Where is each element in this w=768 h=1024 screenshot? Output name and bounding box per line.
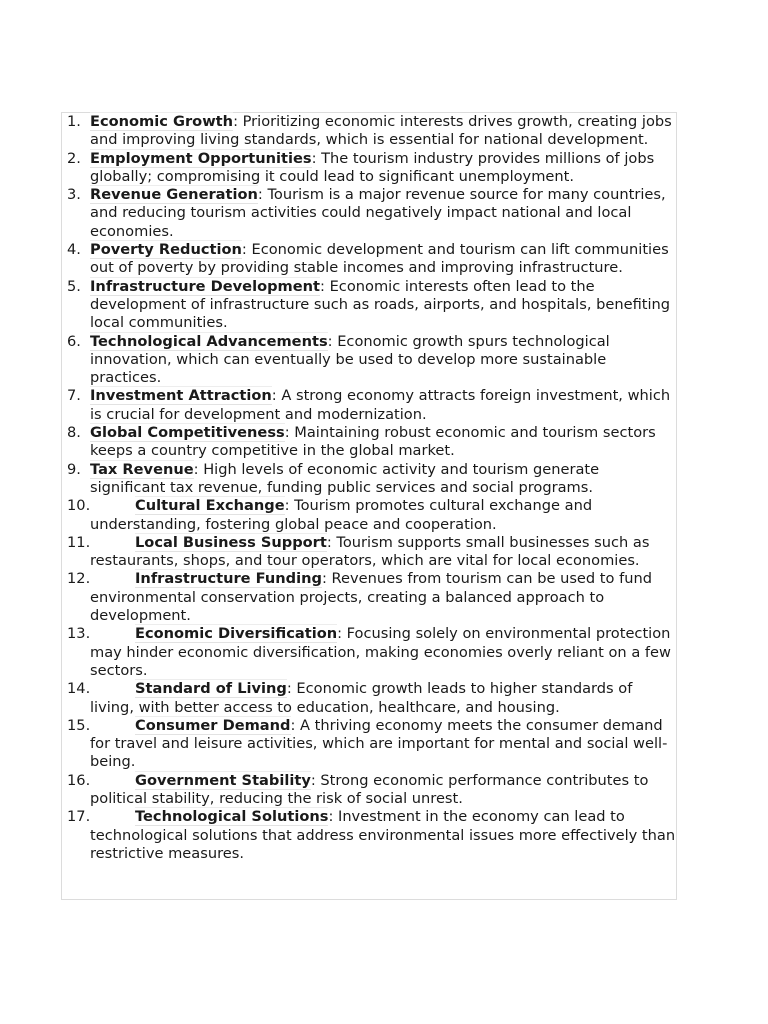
item-number: 16. [67, 771, 91, 789]
item-number: 17. [67, 808, 91, 826]
item-term: Tax Revenue [90, 460, 194, 478]
item-number: 1. [67, 113, 81, 130]
item-description: : The tourism industry provides millions of jobs globally; compromising it could lead to significant unemployment. [90, 149, 655, 185]
item-term: Economic Growth [90, 113, 234, 130]
item-description: : Economic interests often lead to the development of infrastructure such as roads, airports, and hospitals, benefiting local communities. [90, 277, 671, 332]
item-number: 6. [67, 332, 81, 350]
item-description: : Tourism supports small businesses such as restaurants, shops, and tour operators, which are vital for local economies. [90, 533, 650, 570]
item-number: 4. [67, 241, 81, 259]
item-term: Standard of Living [135, 680, 287, 698]
list-item [67, 150, 677, 187]
list-item [67, 278, 677, 333]
item-description: : Economic growth spurs technological innovation, which can eventually be used to develop more sustainable practices. [90, 332, 610, 387]
item-number: 3. [67, 186, 81, 204]
item-description: : Investment in the economy can lead to technological solutions that address environmental issues more effectively than restrictive measures. [90, 808, 676, 862]
item-number: 10. [67, 497, 91, 515]
item-term: Global Competitiveness [90, 424, 285, 442]
item-description: : High levels of economic activity and tourism generate significant tax revenue, funding public services and social programs. [90, 460, 600, 496]
item-number: 8. [67, 424, 81, 442]
item-description: : A strong economy attracts foreign investment, which is crucial for development and modernization. [90, 387, 671, 423]
item-description: : Tourism promotes cultural exchange and understanding, fostering global peace and cooperation. [90, 497, 593, 533]
list-item [67, 625, 677, 680]
item-term: Infrastructure Development [90, 277, 321, 295]
item-term: Government Stability [135, 771, 311, 789]
list-item [67, 534, 677, 571]
list-item [67, 387, 677, 424]
list-item [67, 717, 677, 772]
item-description: : Prioritizing economic interests drives growth, creating jobs and improving living standards, which is essential for national development. [90, 113, 672, 149]
item-description: : Revenues from tourism can be used to fund environmental conservation projects, creating a balanced approach to development. [90, 570, 652, 625]
item-term: Infrastructure Funding [135, 570, 322, 588]
item-number: 5. [67, 277, 81, 295]
list-item [67, 424, 677, 461]
item-number: 14. [67, 680, 91, 698]
item-description: : A thriving economy meets the consumer demand for travel and leisure activities, which are important for mental and social well-being. [90, 716, 668, 771]
item-term: Employment Opportunities [90, 149, 312, 167]
item-number: 12. [67, 570, 91, 588]
list-item [67, 680, 677, 717]
item-description: : Strong economic performance contributes to political stability, reducing the risk of social unrest. [90, 771, 649, 807]
item-term: Revenue Generation [90, 186, 258, 204]
list-item [67, 497, 677, 534]
item-description: : Maintaining robust economic and tourism sectors keeps a country competitive in the global market. [90, 424, 656, 460]
item-description: : Tourism is a major revenue source for many countries, and reducing tourism activities could negatively impact national and local economies. [90, 186, 666, 240]
item-term: Economic Diversification [135, 625, 338, 643]
item-number: 13. [67, 625, 91, 643]
list-item [67, 461, 677, 498]
item-number: 7. [67, 387, 81, 405]
item-term: Investment Attraction [90, 387, 272, 405]
item-number: 15. [67, 716, 91, 734]
item-description: : Economic growth leads to higher standards of living, with better access to education, healthcare, and housing. [90, 680, 633, 716]
item-number: 11. [67, 533, 91, 551]
list-item [67, 241, 677, 278]
list-item [67, 570, 677, 625]
item-term: Local Business Support [135, 533, 327, 551]
item-description: : Focusing solely on environmental protection may hinder economic diversification, making economies overly reliant on a few sectors. [90, 625, 671, 679]
list-item [67, 333, 677, 388]
item-number: 9. [67, 460, 81, 478]
arguments-list [67, 113, 677, 863]
item-term: Consumer Demand [135, 716, 291, 734]
list-item [67, 113, 677, 150]
item-term: Poverty Reduction [90, 241, 242, 259]
list-item [67, 772, 677, 809]
list-item [67, 808, 677, 863]
item-description: : Economic development and tourism can lift communities out of poverty by providing stable incomes and improving infrastructure. [90, 241, 669, 277]
item-term: Technological Solutions [135, 808, 329, 826]
item-term: Cultural Exchange [135, 497, 285, 515]
list-item [67, 186, 677, 241]
item-term: Technological Advancements [90, 332, 328, 350]
item-number: 2. [67, 149, 81, 167]
